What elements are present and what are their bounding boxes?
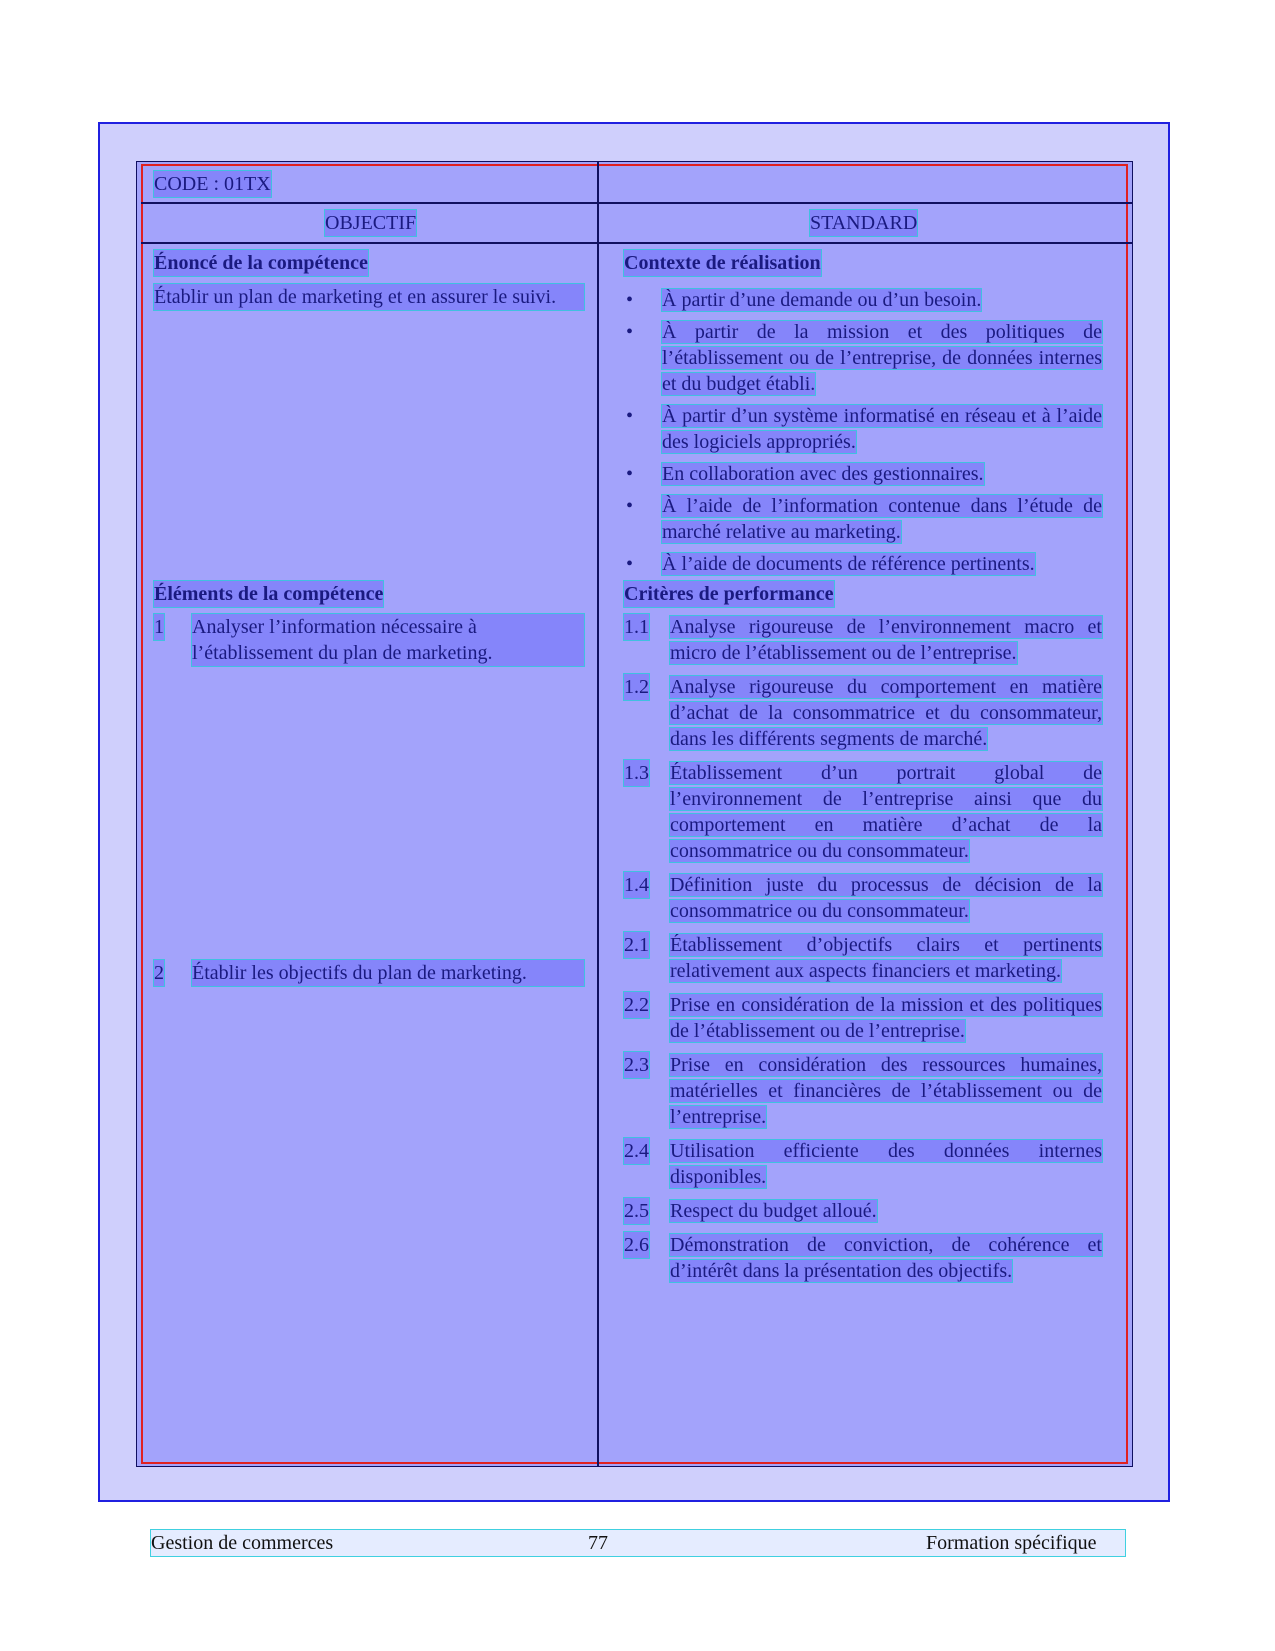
contexte-item: • À l’aide de l’information contenue dans l’étude de marché relative au marketing. [626, 495, 1102, 543]
contexte-list [624, 287, 1102, 583]
element-text: Analyser l’information nécessaire à l’établissement du plan de marketing. [192, 614, 584, 666]
contexte-item: • À l’aide de documents de référence pertinents. [626, 553, 1035, 575]
critere-item: 2.5 Respect du budget alloué. [624, 1200, 877, 1222]
critere-item: 1.3 Établissement d’un portrait global de l’environnement de l’entreprise ainsi que du comportement en matière d’achat de la consommatrice ou du consommateur. [624, 762, 1102, 862]
element-text: Établir les objectifs du plan de marketing. [192, 960, 584, 986]
objectif-header: OBJECTIF [325, 212, 417, 234]
element-item-2 [154, 960, 584, 986]
enonce-heading: Énoncé de la compétence [154, 252, 368, 274]
code-label: CODE : 01TX [154, 173, 271, 195]
contexte-item: • À partir d’un système informatisé en réseau et à l’aide des logiciels appropriés. [626, 405, 1102, 453]
contexte-item: • En collaboration avec des gestionnaires. [626, 463, 984, 485]
contexte-item: • À partir d’une demande ou d’un besoin. [626, 289, 982, 311]
footer-left: Gestion de commerces [151, 1532, 334, 1554]
bullet-icon: • [626, 405, 634, 427]
column-divider [597, 161, 599, 1467]
enonce-text: Établir un plan de marketing et en assurer le suivi. [154, 284, 584, 310]
critere-item: 2.3 Prise en considération des ressources humaines, matérielles et financières de l’établissement ou de l’entreprise. [624, 1054, 1102, 1128]
criteres-heading: Critères de performance [624, 583, 834, 605]
bullet-icon: • [626, 321, 634, 343]
contexte-heading: Contexte de réalisation [624, 252, 821, 274]
critere-item: 1.2 Analyse rigoureuse du comportement en matière d’achat de la consommatrice et du consommateur, dans les différents segments de marché. [624, 676, 1102, 750]
footer-right: Formation spécifique [926, 1532, 1097, 1554]
bullet-icon: • [626, 463, 634, 485]
standard-header: STANDARD [810, 212, 918, 234]
element-number: 2 [154, 962, 164, 984]
critere-item: 2.6 Démonstration de conviction, de cohérence et d’intérêt dans la présentation des objectifs. [624, 1234, 1102, 1282]
critere-item: 2.1 Établissement d’objectifs clairs et pertinents relativement aux aspects financiers et marketing. [624, 934, 1102, 982]
bullet-icon: • [626, 289, 634, 311]
page-number: 77 [588, 1532, 608, 1554]
row-divider-2 [141, 242, 1133, 244]
critere-item: 2.2 Prise en considération de la mission et des politiques de l’établissement ou de l’entreprise. [624, 994, 1102, 1042]
element-item-1 [154, 614, 584, 666]
element-number: 1 [154, 616, 164, 638]
bullet-icon: • [626, 495, 634, 517]
criteres-list [624, 614, 1102, 1292]
elements-heading: Éléments de la compétence [154, 583, 384, 605]
critere-item: 1.4 Définition juste du processus de décision de la consommatrice ou du consommateur. [624, 874, 1102, 922]
critere-item: 2.4 Utilisation efficiente des données internes disponibles. [624, 1140, 1102, 1188]
bullet-icon: • [626, 553, 634, 575]
contexte-item: • À partir de la mission et des politiques de l’établissement ou de l’entreprise, de données internes et du budget établi. [626, 321, 1102, 395]
critere-item: 1.1 Analyse rigoureuse de l’environnement macro et micro de l’établissement ou de l’entreprise. [624, 616, 1102, 664]
row-divider-1 [141, 202, 1133, 204]
